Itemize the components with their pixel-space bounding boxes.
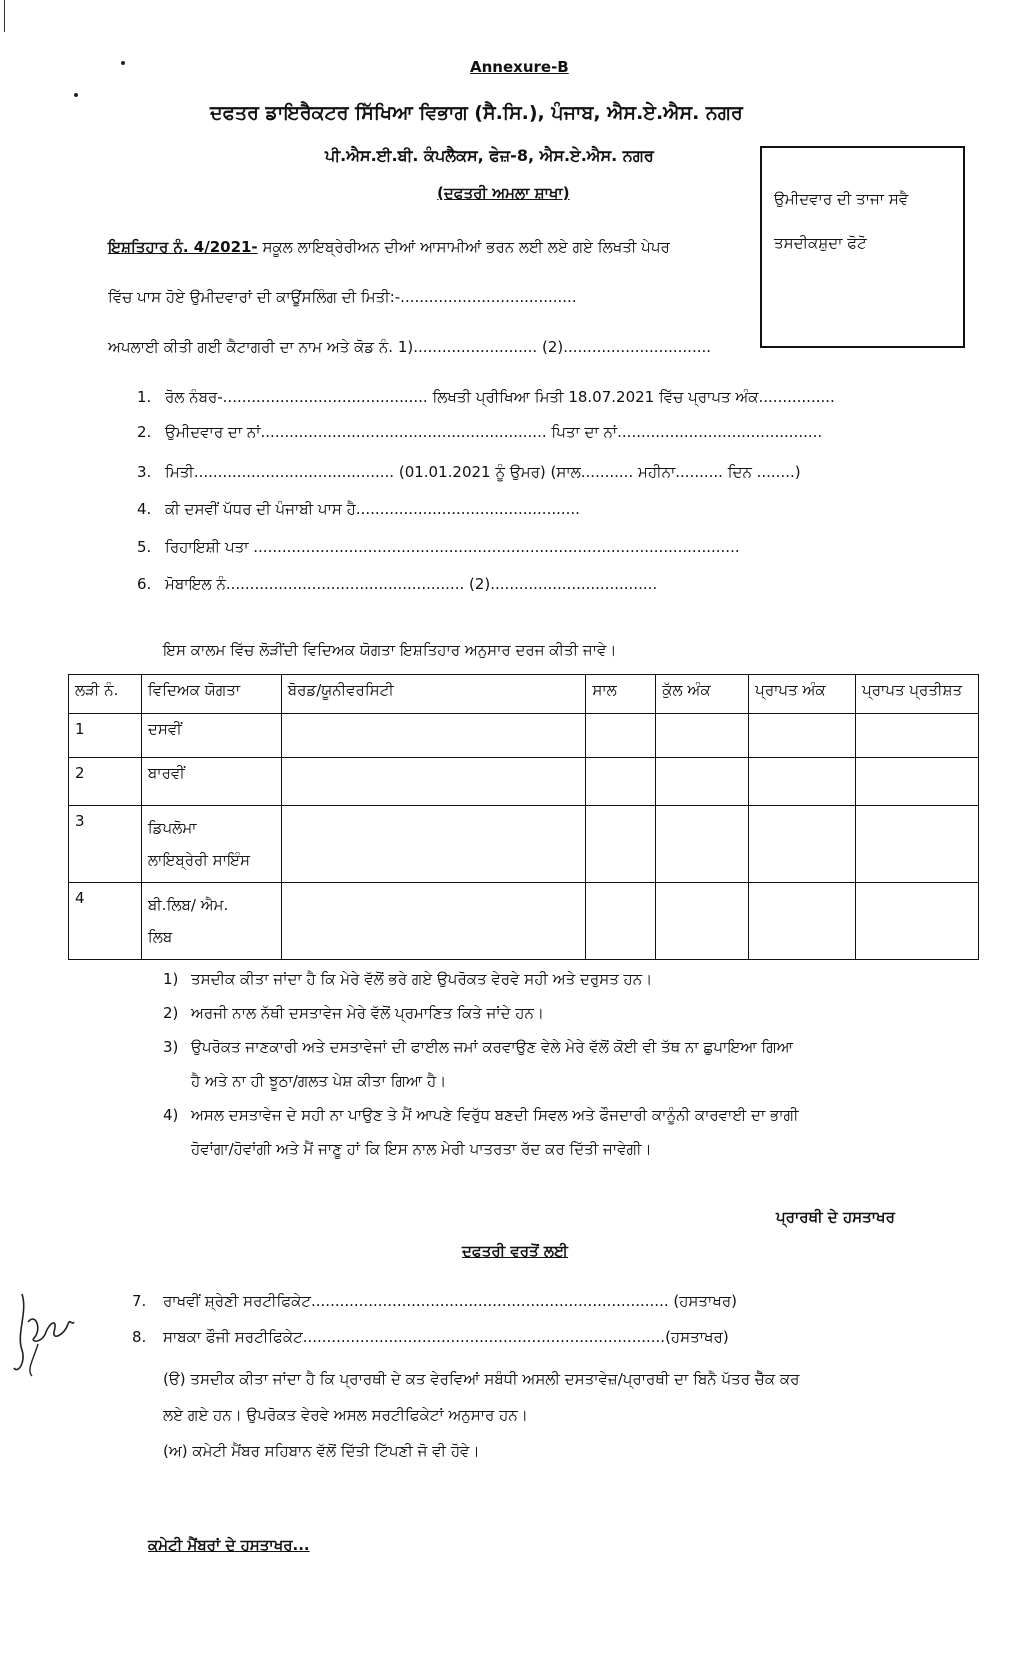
cell-qualification: ਬਾਰਵੀਂ (141, 758, 281, 806)
handwritten-signature (8, 1282, 80, 1382)
field-number: 3. (137, 463, 152, 481)
cell-board[interactable] (281, 758, 586, 806)
cell-total[interactable] (656, 883, 749, 960)
field-mobile: ਮੋਬਾਇਲ ਨੰ.................................................. (2)................................... (165, 575, 658, 593)
photo-box (760, 146, 965, 348)
table-row (69, 883, 979, 960)
table-caption: ਇਸ ਕਾਲਮ ਵਿੱਚ ਲੋੜੀਂਦੀ ਵਿਦਿਅਕ ਯੋਗਤਾ ਇਸ਼ਤਿਹਾਰ ਅਨੁਸਾਰ ਦਰਜ ਕੀਤੀ ਜਾਵੇ। (163, 641, 617, 659)
item8-number: 8. (132, 1328, 147, 1346)
annexure-title: Annexure-B (470, 58, 569, 76)
cell-board[interactable] (281, 714, 586, 758)
qualification-table (68, 674, 979, 960)
header-obtained-marks: ਪ੍ਰਾਪਤ ਅੰਕ (749, 675, 856, 714)
office-use-title: ਦਫਤਰੀ ਵਰਤੋਂ ਲਈ (462, 1242, 568, 1260)
cell-qualification: ਬੀ.ਲਿਬ/ ਐਮ. ਲਿਬ (141, 883, 281, 960)
advertisement-number: ਇਸ਼ਤਿਹਾਰ ਨੰ. 4/2021- (108, 238, 258, 256)
header-serial: ਲੜੀ ਨੰ. (69, 675, 142, 714)
office-note-b: (ਅ) ਕਮੇਟੀ ਮੈਂਬਰ ਸਹਿਬਾਨ ਵੱਲੋਂ ਦਿੱਤੀ ਟਿੱਪਣੀ ਜੋ ਵੀ ਹੋਵੇ। (163, 1442, 480, 1460)
field-number: 1. (137, 388, 152, 406)
scan-speck (74, 93, 78, 97)
cell-obtained[interactable] (749, 806, 856, 883)
scan-speck (121, 61, 125, 65)
photo-box-line1: ਉਮੀਦਵਾਰ ਦੀ ਤਾਜਾ ਸਵੈ (774, 190, 909, 208)
table-row (69, 758, 979, 806)
item8-ex-serviceman: ਸਾਬਕਾ ਫੌਜੀ ਸਰਟੀਫਿਕੇਟ............................................................................(ਹਸਤਾਖਰ) (163, 1328, 729, 1346)
header-office: ਦਫਤਰ ਡਾਇਰੈਕਟਰ ਸਿੱਖਿਆ ਵਿਭਾਗ (ਸੈ.ਸਿ.), ਪੰਜਾਬ, ਐਸ.ਏ.ਐਸ. ਨਗਰ (210, 102, 743, 124)
field-address: ਰਿਹਾਇਸ਼ੀ ਪਤਾ ...................................................................................................... (165, 538, 740, 556)
cell-board[interactable] (281, 806, 586, 883)
header-board: ਬੋਰਡ/ਯੂਨੀਵਰਸਿਟੀ (281, 675, 586, 714)
cell-qualification: ਦਸਵੀਂ (141, 714, 281, 758)
cell-percentage[interactable] (856, 883, 979, 960)
intro-line1 (108, 238, 670, 256)
cell-year[interactable] (586, 758, 656, 806)
cell-year[interactable] (586, 714, 656, 758)
cell-percentage[interactable] (856, 714, 979, 758)
photo-box-line2: ਤਸਦੀਕਸ਼ੁਦਾ ਫੋਟੋ (774, 234, 867, 252)
applicant-signature-label: ਪ੍ਰਾਰਥੀ ਦੇ ਹਸਤਾਖਰ (776, 1208, 895, 1226)
declaration-2: 2) ਅਰਜੀ ਨਾਲ ਨੱਥੀ ਦਸਤਾਵੇਜ ਮੇਰੇ ਵੱਲੋਂ ਪ੍ਰਮਾਣਿਤ ਕਿਤੇ ਜਾਂਦੇ ਹਨ। (163, 1004, 544, 1022)
header-branch: (ਦਫਤਰੀ ਅਮਲਾ ਸ਼ਾਖਾ) (437, 184, 570, 202)
cell-total[interactable] (656, 758, 749, 806)
field-number: 4. (137, 500, 152, 518)
cell-serial: 4 (69, 883, 142, 960)
header-percentage: ਪ੍ਰਾਪਤ ਪ੍ਰਤੀਸ਼ਤ (856, 675, 979, 714)
declaration-4: 4) ਅਸਲ ਦਸਤਾਵੇਜ ਦੇ ਸਹੀ ਨਾ ਪਾਉਣ ਤੇ ਮੈਂ ਆਪਣੇ ਵਿਰੁੱਧ ਬਣਦੀ ਸਿਵਲ ਅਤੇ ਫੌਜਦਾਰੀ ਕਾਨੂੰਨੀ ਕਾਰਵਾਈ ਦਾ ਭਾਗੀ ਹੋਵਾਂਗਾ/ਹੋਵਾਂਗੀ ਅਤੇ ਮੈਂ ਜਾਣੂ ਹਾਂ ਕਿ ਇਸ ਨਾਲ ਮੇਰੀ ਪਾਤਰਤਾ ਰੱਦ ਕਰ ਦਿੱਤੀ ਜਾਵੇਗੀ। (163, 1106, 799, 1158)
office-note-a-line1: (ੳ) ਤਸਦੀਕ ਕੀਤਾ ਜਾਂਦਾ ਹੈ ਕਿ ਪ੍ਰਾਰਥੀ ਦੇ ਕਤ ਵੇਰਵਿਆਂ ਸਬੰਧੀ ਅਸਲੀ ਦਸਤਾਵੇਜ਼/ਪ੍ਰਾਰਥੀ ਦਾ ਬਿਨੈ ਪੱਤਰ ਚੈੱਕ ਕਰ (163, 1370, 800, 1388)
cell-serial: 3 (69, 806, 142, 883)
header-total-marks: ਕੁੱਲ ਅੰਕ (656, 675, 749, 714)
cell-board[interactable] (281, 883, 586, 960)
field-number: 6. (137, 575, 152, 593)
item7-number: 7. (132, 1292, 147, 1310)
table-header-row (69, 675, 979, 714)
header-year: ਸਾਲ (586, 675, 656, 714)
cell-year[interactable] (586, 883, 656, 960)
office-note-a-line2: ਲਏ ਗਏ ਹਨ। ਉਪਰੋਕਤ ਵੇਰਵੇ ਅਸਲ ਸਰਟੀਫਿਕੇਟਾਂ ਅਨੁਸਾਰ ਹਨ। (163, 1406, 528, 1424)
intro-line1-text: ਸਕੂਲ ਲਾਇਬ੍ਰੇਰੀਅਨ ਦੀਆਂ ਆਸਾਮੀਆਂ ਭਰਨ ਲਈ ਲਏ ਗਏ ਲਿਖਤੀ ਪੇਪਰ (257, 238, 670, 256)
cell-serial: 1 (69, 714, 142, 758)
field-number: 2. (137, 423, 152, 441)
field-number: 5. (137, 538, 152, 556)
committee-signature-label: ਕਮੇਟੀ ਮੈਂਬਰਾਂ ਦੇ ਹਸਤਾਖਰ... (148, 1536, 310, 1554)
table-row (69, 806, 979, 883)
scan-edge-line (4, 0, 5, 32)
intro-line3: ਅਪਲਾਈ ਕੀਤੀ ਗਈ ਕੈਟਾਗਰੀ ਦਾ ਨਾਮ ਅਤੇ ਕੋਡ ਨੰ. 1).......................... (2)............................... (108, 338, 712, 356)
declaration-3: 3) ਉਪਰੋਕਤ ਜਾਣਕਾਰੀ ਅਤੇ ਦਸਤਾਵੇਜਾਂ ਦੀ ਫਾਈਲ ਜਮਾਂ ਕਰਵਾਉਣ ਵੇਲੇ ਮੇਰੇ ਵੱਲੋਂ ਕੋਈ ਵੀ ਤੱਥ ਨਾ ਛੁਪਾਇਆ ਗਿਆ ਹੈ ਅਤੇ ਨਾ ਹੀ ਝੂਠਾ/ਗਲਤ ਪੇਸ਼ ਕੀਤਾ ਗਿਆ ਹੈ। (163, 1038, 793, 1090)
header-address: ਪੀ.ਐਸ.ਈ.ਬੀ. ਕੰਪਲੈਕਸ, ਫੇਜ਼-8, ਐਸ.ਏ.ਐਸ. ਨਗਰ (325, 146, 654, 165)
field-punjabi-passed: ਕੀ ਦਸਵੀਂ ਪੱਧਰ ਦੀ ਪੰਜਾਬੀ ਪਾਸ ਹੈ............................................... (165, 500, 580, 518)
intro-line2: ਵਿੱਚ ਪਾਸ ਹੋਏ ਉਮੀਦਵਾਰਾਂ ਦੀ ਕਾਊਂਸਲਿੰਗ ਦੀ ਮਿਤੀ:-..................................... (108, 288, 577, 306)
table-row (69, 714, 979, 758)
field-candidate-name: ਉਮੀਦਵਾਰ ਦਾ ਨਾਂ............................................................ ਪਿਤਾ ਦਾ ਨਾਂ........................................... (165, 423, 823, 441)
cell-percentage[interactable] (856, 806, 979, 883)
cell-total[interactable] (656, 714, 749, 758)
cell-qualification: ਡਿਪਲੋਮਾ ਲਾਇਬ੍ਰੇਰੀ ਸਾਇੰਸ (141, 806, 281, 883)
cell-total[interactable] (656, 806, 749, 883)
declaration-1: 1) ਤਸਦੀਕ ਕੀਤਾ ਜਾਂਦਾ ਹੈ ਕਿ ਮੇਰੇ ਵੱਲੋਂ ਭਰੇ ਗਏ ਉਪਰੋਕਤ ਵੇਰਵੇ ਸਹੀ ਅਤੇ ਦਰੁਸਤ ਹਨ। (163, 970, 653, 988)
cell-serial: 2 (69, 758, 142, 806)
cell-obtained[interactable] (749, 883, 856, 960)
field-roll-number: ਰੋਲ ਨੰਬਰ-........................................... ਲਿਖਤੀ ਪ੍ਰੀਖਿਆ ਮਿਤੀ 18.07.2021 ਵਿੱਚ ਪ੍ਰਾਪਤ ਅੰਕ................ (165, 388, 835, 406)
item7-reserved-category: ਰਾਖਵੀਂ ਸ਼੍ਰੇਣੀ ਸਰਟੀਫਿਕੇਟ........................................................................... (ਹਸਤਾਖਰ) (163, 1292, 737, 1310)
cell-obtained[interactable] (749, 758, 856, 806)
header-qualification: ਵਿਦਿਅਕ ਯੋਗਤਾ (141, 675, 281, 714)
field-date-age: ਮਿਤੀ.......................................... (01.01.2021 ਨੂੰ ਉਮਰ) (ਸਾਲ........... ਮਹੀਨਾ.......... ਦਿਨ ........) (165, 463, 801, 481)
cell-percentage[interactable] (856, 758, 979, 806)
cell-year[interactable] (586, 806, 656, 883)
cell-obtained[interactable] (749, 714, 856, 758)
